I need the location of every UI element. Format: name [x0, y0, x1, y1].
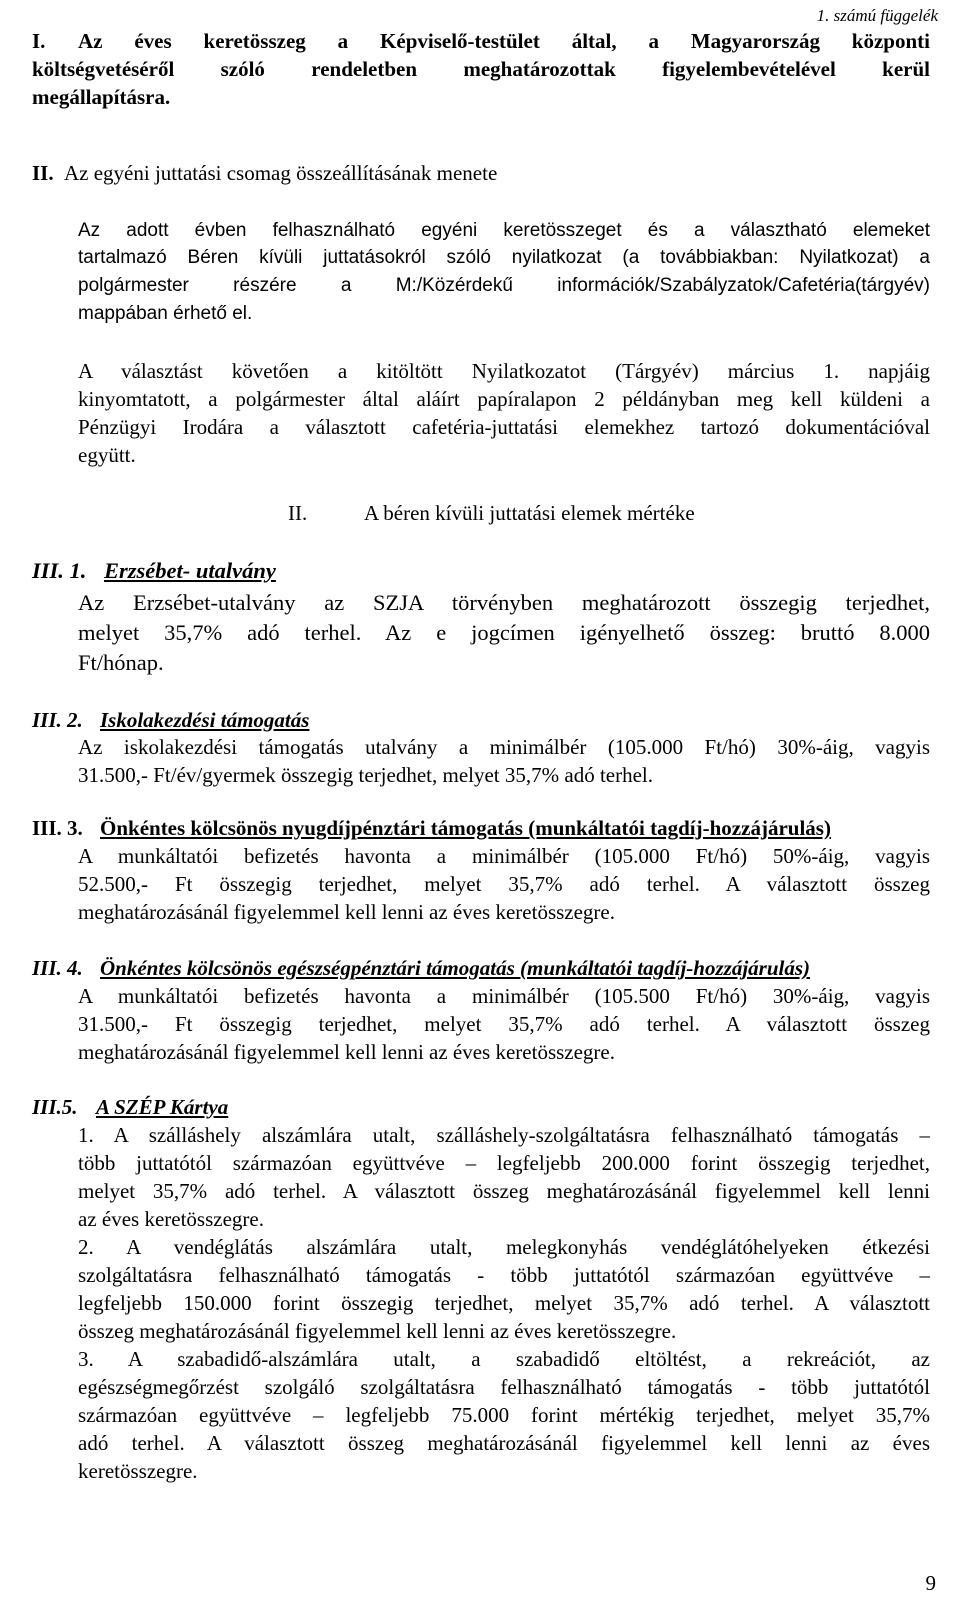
item-4-line: A munkáltatói befizetés havonta a minimálbér (105.500 Ft/hó) 30%-áig, vagyis: [78, 984, 930, 1008]
section-i-line: megállapításra.: [32, 85, 171, 109]
item-3-line: A munkáltatói befizetés havonta a minimálbér (105.000 Ft/hó) 50%-áig, vagyis: [78, 844, 930, 868]
item-2-title: Iskolakezdési támogatás: [100, 708, 310, 732]
item-5-number: III.5.: [32, 1095, 78, 1119]
item-2-line: Az iskolakezdési támogatás utalvány a minimálbér (105.000 Ft/hó) 30%-áig, vagyis: [78, 735, 930, 759]
section-ii-para2-line: Pénzügyi Irodára a választott cafetéria-juttatási elemekhez tartozó dokumentációval: [78, 415, 930, 439]
item-4-number: III. 4.: [32, 956, 83, 980]
section-ii-para2-line: kinyomtatott, a polgármester által aláírt papíralapon 2 példányban meg kell küldeni a: [78, 387, 930, 411]
section-ii-para2-line: A választást követően a kitöltött Nyilatkozatot (Tárgyév) március 1. napjáig: [78, 359, 930, 383]
item-5-sub2-line: összeg meghatározásánál figyelemmel kell lenni az éves keretösszegre.: [78, 1319, 677, 1343]
section-i-line: költségvetéséről szóló rendeletben meghatározottak figyelembevételével kerül: [32, 57, 930, 81]
section-ii-title: Az egyéni juttatási csomag összeállításának menete: [64, 161, 498, 185]
item-5-sub3-line: keretösszegre.: [78, 1459, 198, 1483]
item-3-line: 52.500,- Ft összegig terjedhet, melyet 35,7% adó terhel. A választott összeg: [78, 872, 930, 896]
section-ii-para1-line: polgármester részére a M:/Közérdekű információk/Szabályzatok/Cafetéria(tárgyév): [78, 275, 930, 296]
item-2-line: 31.500,- Ft/év/gyermek összegig terjedhet, melyet 35,7% adó terhel.: [78, 763, 654, 787]
item-1-title: Erzsébet- utalvány: [104, 558, 276, 583]
section-ii-number: II.: [32, 161, 54, 185]
item-5-sub3-line: egészségmegőrzést szolgáló szolgáltatásra felhasználható támogatás - több juttatótól: [78, 1375, 930, 1399]
item-4-line: 31.500,- Ft összegig terjedhet, melyet 35,7% adó terhel. A választott összeg: [78, 1012, 930, 1036]
item-5-sub3-line: 3. A szabadidő-alszámlára utalt, a szabadidő eltöltést, a rekreációt, az: [78, 1347, 930, 1371]
item-2-number: III. 2.: [32, 708, 83, 732]
item-5-sub1-line: 1. A szálláshely alszámlára utalt, szálláshely-szolgáltatásra felhasználható támogatás –: [78, 1123, 930, 1147]
item-5-sub3-line: adó terhel. A választott összeg meghatározásánál figyelemmel kell lenni az éves: [78, 1431, 930, 1455]
section-ii-para1-line: Az adott évben felhasználható egyéni keretösszeget és a választható elemeket: [78, 220, 930, 241]
item-5-sub1-line: több juttatótól származóan együttvéve – legfeljebb 200.000 forint összegig terjedhet,: [78, 1151, 930, 1175]
item-3-line: meghatározásánál figyelemmel kell lenni az éves keretösszegre.: [78, 900, 615, 924]
section-ii-para2-line: együtt.: [78, 443, 136, 467]
item-1-line: melyet 35,7% adó terhel. Az e jogcímen igényelhető összeg: bruttó 8.000: [78, 620, 930, 645]
item-5-sub2-line: szolgáltatásra felhasználható támogatás - több juttatótól származóan együttvéve –: [78, 1263, 930, 1287]
section-ii-para1-line: mappában érhető el.: [78, 303, 253, 324]
section-iii-heading-number: II.: [288, 501, 308, 525]
item-5-sub2-line: 2. A vendéglátás alszámlára utalt, melegkonyhás vendéglátóhelyeken étkezési: [78, 1235, 930, 1259]
section-i-number: I.: [32, 29, 46, 53]
item-3-number: III. 3.: [32, 816, 83, 840]
item-5-sub3-line: származóan együttvéve – legfeljebb 75.000 forint mértékig terjedhet, melyet 35,7%: [78, 1403, 930, 1427]
item-1-line: Ft/hónap.: [78, 650, 164, 675]
item-4-line: meghatározásánál figyelemmel kell lenni az éves keretösszegre.: [78, 1040, 615, 1064]
item-1-number: III. 1.: [32, 558, 87, 583]
item-5-sub1-line: melyet 35,7% adó terhel. A választott összeg meghatározásánál figyelemmel kell lenni: [78, 1179, 930, 1203]
item-4-title: Önkéntes kölcsönös egészségpénztári támogatás (munkáltatói tagdíj-hozzájárulás): [100, 956, 811, 980]
item-5-sub1-line: az éves keretösszegre.: [78, 1207, 264, 1231]
item-5-sub2-line: legfeljebb 150.000 forint összegig terjedhet, melyet 35,7% adó terhel. A választott: [78, 1291, 930, 1315]
item-3-title: Önkéntes kölcsönös nyugdíjpénztári támogatás (munkáltatói tagdíj-hozzájárulás): [100, 816, 831, 840]
section-iii-heading-title: A béren kívüli juttatási elemek mértéke: [364, 501, 695, 525]
page-number: 9: [925, 1571, 936, 1595]
item-5-title: A SZÉP Kártya: [96, 1095, 229, 1119]
appendix-label: 1. számú függelék: [816, 6, 938, 25]
section-i-line: Az éves keretösszeg a Képviselő-testület által, a Magyarország központi: [78, 29, 930, 53]
section-ii-para1-line: tartalmazó Béren kívüli juttatásokról szóló nyilatkozat (a továbbiakban: Nyilatkozat) a: [78, 247, 930, 268]
item-1-line: Az Erzsébet-utalvány az SZJA törvényben meghatározott összegig terjedhet,: [78, 590, 930, 615]
